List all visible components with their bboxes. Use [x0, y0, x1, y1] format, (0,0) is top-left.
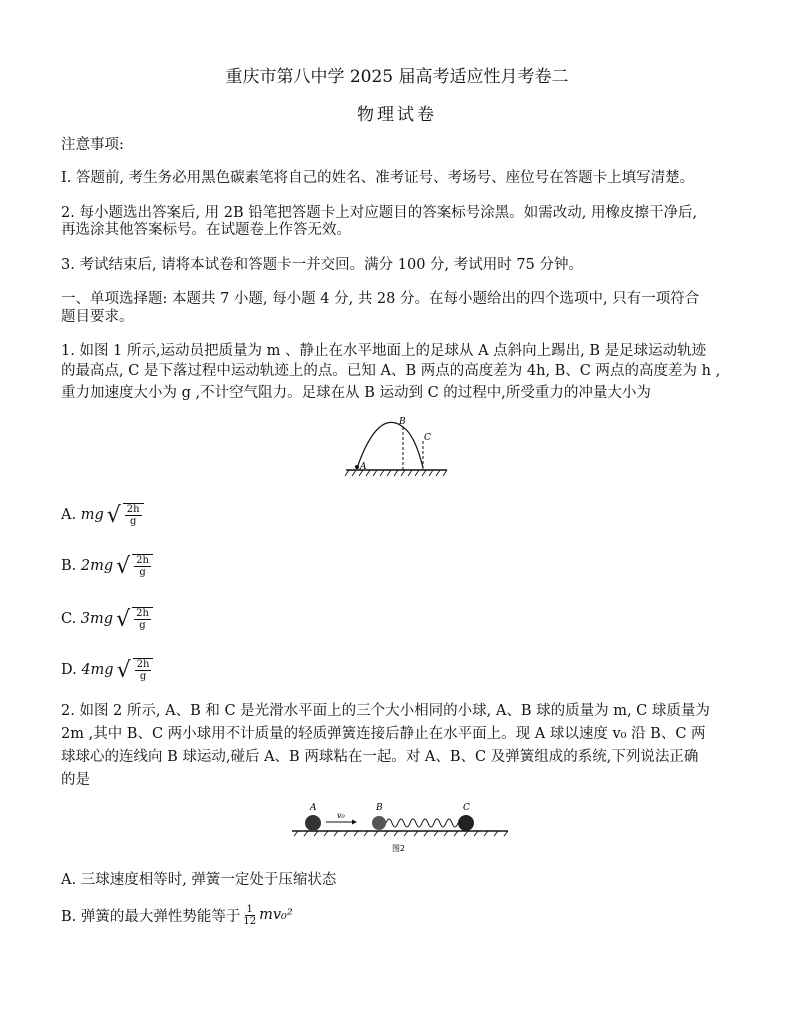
- q1-line-2: 的最高点, C 是下落过程中运动轨迹上的点。已知 A、B 两点的高度差为 4h, B、C 两点的高度差为 h ,: [61, 363, 721, 379]
- q1-option-d-den: g: [139, 671, 147, 682]
- section-1-line-1: 一、单项选择题: 本题共 7 小题, 每小题 4 分, 共 28 分。在每小题给出的四个选项中, 只有一项符合: [61, 291, 700, 307]
- q1-option-c-den: g: [139, 620, 146, 631]
- q1-option-a-den: g: [129, 516, 137, 527]
- page-title: 重庆市第八中学 2025 届高考适应性月考卷二: [225, 67, 569, 87]
- q2-line-1: 2. 如图 2 所示, A、B 和 C 是光滑水平面上的三个大小相同的小球, A、B 球的质量为 m, C 球质量为: [61, 703, 710, 719]
- q1-option-a[interactable]: A. mg √ $\frac{2h}{g}$: [61, 497, 144, 533]
- q1-line-1: 1. 如图 1 所示,运动员把质量为 m 、静止在水平地面上的足球从 A 点斜向上踢出, B 是足球运动轨迹: [61, 343, 707, 359]
- q1-option-a-label: A.: [61, 507, 77, 523]
- fig2-caption: 图2: [392, 844, 406, 853]
- q2-option-b-den: 12: [243, 915, 257, 927]
- fig1-label-b: B: [399, 417, 406, 427]
- figure-1-trajectory: [343, 413, 453, 483]
- q1-option-d-num: 2h: [136, 659, 150, 670]
- fig2-label-v0: v₀: [337, 811, 345, 820]
- q1-option-b-den: g: [139, 567, 146, 578]
- q2-option-b-text: B. 弹簧的最大弹性势能等于: [61, 908, 241, 925]
- q2-option-b[interactable]: [61, 898, 293, 932]
- fig2-label-a: A: [310, 803, 317, 813]
- q1-option-c-coef: 3mg: [80, 611, 114, 627]
- fig1-label-c: C: [424, 433, 431, 443]
- page-subtitle: 物理试卷: [357, 105, 437, 125]
- q2-line-2: 2m ,其中 B、C 两小球用不计质量的轻质弹簧连接后静止在水平面上。现 A 球以速度 v₀ 沿 B、C 两: [61, 726, 706, 742]
- q1-option-a-coef: mg: [80, 507, 104, 523]
- q2-option-a[interactable]: A. 三球速度相等时, 弹簧一定处于压缩状态: [61, 872, 337, 888]
- notes-heading: 注意事项:: [61, 137, 124, 153]
- q1-option-c-num: 2h: [136, 608, 149, 619]
- fig2-label-c: C: [463, 803, 470, 813]
- q1-option-b[interactable]: B. 2mg √ $\frac{2h}{g}$: [61, 548, 153, 584]
- q1-option-d-coef: 4mg: [81, 662, 114, 678]
- q2-option-b-num: 1: [246, 903, 253, 915]
- q1-option-b-coef: 2mg: [80, 558, 114, 574]
- q1-option-b-num: 2h: [136, 555, 149, 566]
- q1-option-b-label: B.: [61, 558, 77, 574]
- section-1-line-2: 题目要求。: [61, 309, 134, 325]
- note-2b: 再选涂其他答案标号。在试题卷上作答无效。: [61, 222, 351, 238]
- figure-2-balls-spring: [290, 798, 510, 858]
- q1-line-3: 重力加速度大小为 g ,不计空气阻力。足球在从 B 运动到 C 的过程中,所受重力的冲量大小为: [61, 385, 651, 401]
- q2-line-4: 的是: [61, 772, 90, 788]
- q1-option-c-label: C.: [61, 611, 77, 627]
- note-3: 3. 考试结束后, 请将本试卷和答题卡一并交回。满分 100 分, 考试用时 75 分钟。: [61, 257, 583, 273]
- q1-option-d[interactable]: D. 4mg √ $\frac{2h}{g}$: [61, 652, 153, 688]
- note-1: I. 答题前, 考生务必用黑色碳素笔将自己的姓名、准考证号、考场号、座位号在答题卡上填写清楚。: [61, 170, 695, 186]
- q1-option-d-label: D.: [61, 662, 77, 678]
- q2-line-3: 球球心的连线向 B 球运动,碰后 A、B 两球粘在一起。对 A、B、C 及弹簧组成的系统,下列说法正确: [61, 749, 699, 765]
- q1-option-a-num: 2h: [126, 504, 140, 515]
- fig2-label-b: B: [376, 803, 383, 813]
- q2-option-b-tail: mv₀²: [259, 907, 293, 923]
- fig1-label-a: A: [360, 462, 367, 472]
- q1-option-c[interactable]: C. 3mg √ $\frac{2h}{g}$: [61, 601, 153, 637]
- note-2a: 2. 每小题选出答案后, 用 2B 铅笔把答题卡上对应题目的答案标号涂黑。如需改动, 用橡皮擦干净后,: [61, 205, 698, 221]
